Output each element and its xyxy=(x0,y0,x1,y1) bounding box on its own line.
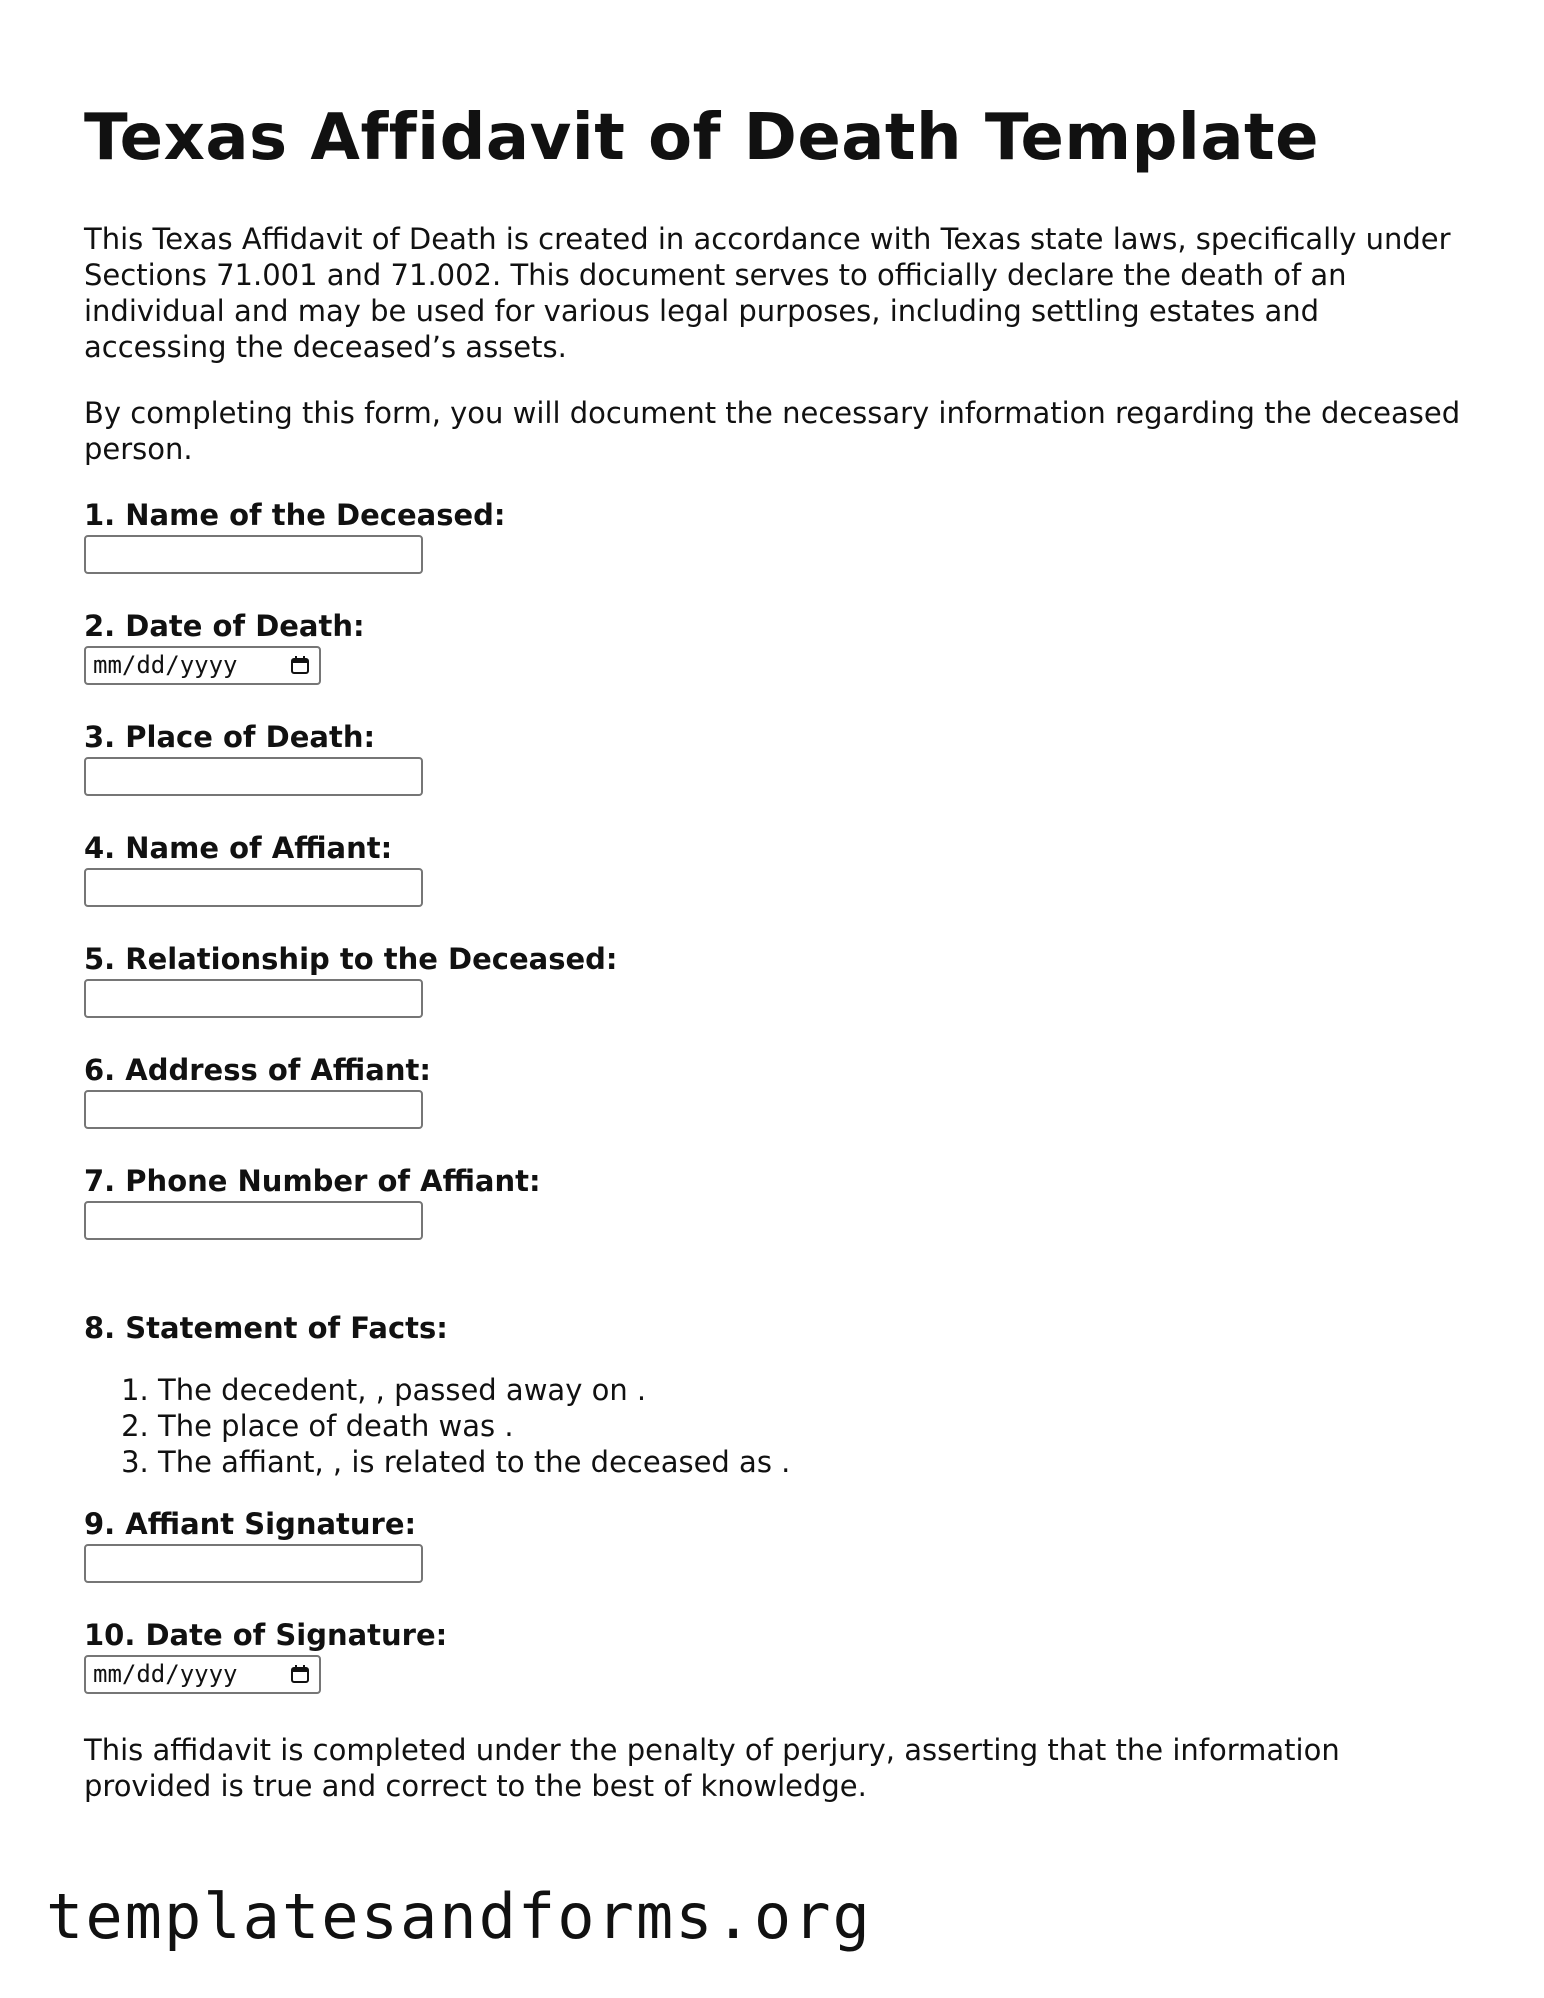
affiant-phone-input[interactable] xyxy=(84,1201,423,1240)
intro-paragraph-2: By completing this form, you will document the necessary information regarding the deceased person. xyxy=(84,395,1461,466)
date-of-death-input[interactable] xyxy=(84,646,321,685)
statement-list xyxy=(84,1372,1464,1480)
signature-date-label: 10. Date of Signature: xyxy=(84,1617,448,1652)
affiant-name-label: 4. Name of Affiant: xyxy=(84,830,393,865)
date-of-death-placeholder: mm/dd/yyyy xyxy=(93,651,238,680)
field-affiant-name xyxy=(84,830,1464,907)
relationship-input[interactable] xyxy=(84,979,423,1018)
deceased-name-input[interactable] xyxy=(84,535,423,574)
affiant-signature-input[interactable] xyxy=(84,1544,423,1583)
intro-paragraph-1: This Texas Affidavit of Death is created in accordance with Texas state laws, specifically under Sections 71.001 and 71.002. This document serves to officially declare the death of an individual and may be used for various legal purposes, including settling estates and accessing the deceased’s assets. xyxy=(84,221,1451,364)
field-deceased-name xyxy=(84,497,1464,574)
signature-date-placeholder: mm/dd/yyyy xyxy=(93,1660,238,1689)
affiant-phone-label: 7. Phone Number of Affiant: xyxy=(84,1163,541,1198)
field-place-of-death xyxy=(84,719,1464,796)
closing-statement: This affidavit is completed under the penalty of perjury, asserting that the information provided is true and correct to the best of knowledge. xyxy=(84,1732,1340,1803)
field-date-of-death xyxy=(84,608,1464,685)
date-of-death-label: 2. Date of Death: xyxy=(84,608,365,643)
field-relationship xyxy=(84,941,1464,1018)
field-affiant-phone xyxy=(84,1163,1464,1240)
relationship-label: 5. Relationship to the Deceased: xyxy=(84,941,618,976)
place-of-death-label: 3. Place of Death: xyxy=(84,719,376,754)
affiant-address-input[interactable] xyxy=(84,1090,423,1129)
watermark: templatesandforms.org xyxy=(46,1880,872,1953)
calendar-icon[interactable] xyxy=(289,654,311,676)
place-of-death-input[interactable] xyxy=(84,757,423,796)
statement-item: 2. The place of death was . xyxy=(158,1408,1464,1444)
affiant-name-input[interactable] xyxy=(84,868,423,907)
affiant-signature-label: 9. Affiant Signature: xyxy=(84,1506,417,1541)
signature-date-input[interactable] xyxy=(84,1655,321,1694)
page-title: Texas Affidavit of Death Template xyxy=(84,101,1320,175)
field-affiant-signature xyxy=(84,1506,1464,1583)
statement-item: 3. The affiant, , is related to the deceased as . xyxy=(158,1444,1464,1480)
field-affiant-address xyxy=(84,1052,1464,1129)
affidavit-page xyxy=(84,100,1464,1834)
statement-heading: 8. Statement of Facts: xyxy=(84,1310,448,1345)
statement-item: 1. The decedent, , passed away on . xyxy=(158,1372,1464,1408)
deceased-name-label: 1. Name of the Deceased: xyxy=(84,497,506,532)
calendar-icon[interactable] xyxy=(289,1663,311,1685)
field-signature-date xyxy=(84,1617,1464,1694)
affiant-address-label: 6. Address of Affiant: xyxy=(84,1052,431,1087)
